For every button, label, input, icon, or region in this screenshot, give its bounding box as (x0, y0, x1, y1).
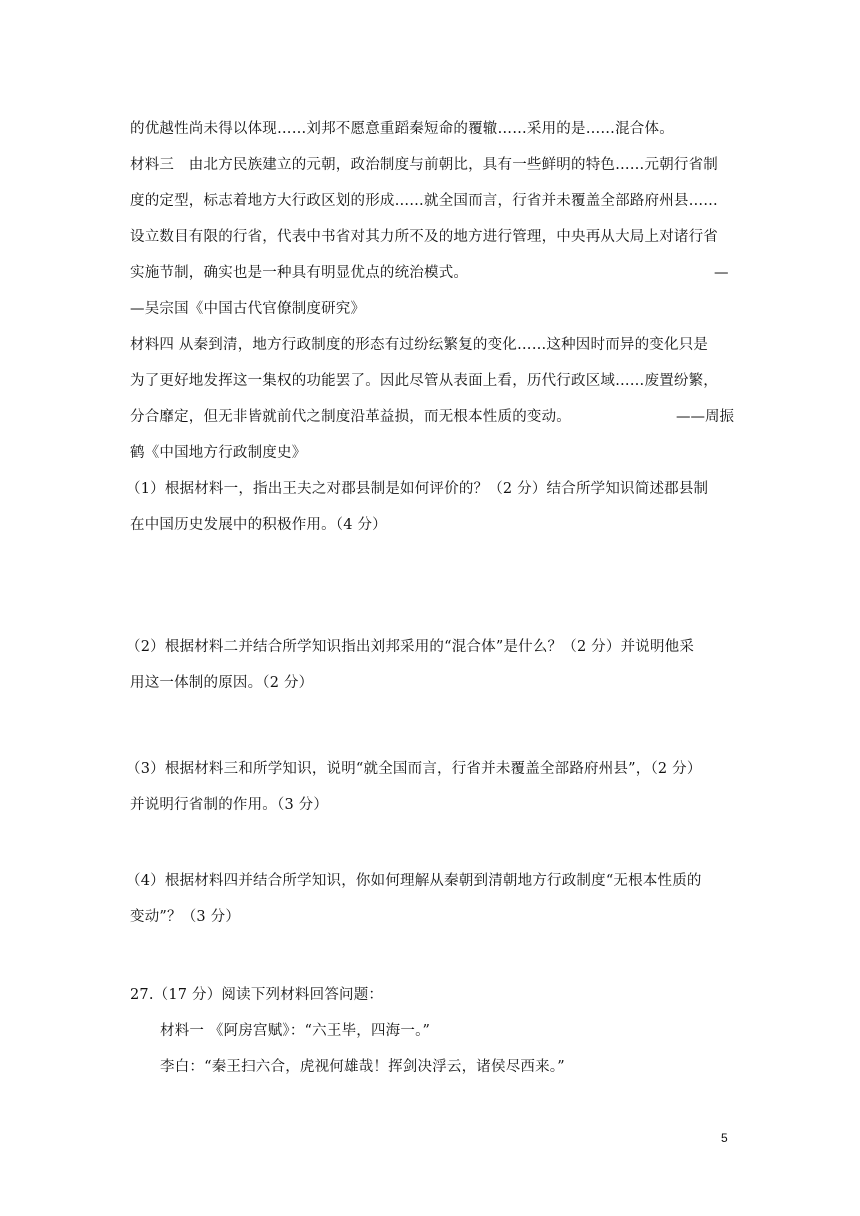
text-line: 为了更好地发挥这一集权的功能罢了。因此尽管从表面上看，历代行政区域……废置纷繁， (130, 373, 718, 389)
material-line: 李白：“秦王扫六合，虎视何雄哉！挥剑决浮云，诸侯尽西来。” (160, 1059, 565, 1075)
question-2-cont: 用这一体制的原因。（2 分） (130, 675, 314, 691)
text-line: 分合靡定，但无非皆就前代之制度沿革益损，而无根本性质的变动。 (130, 409, 571, 425)
text-line: 度的定型，标志着地方大行政区划的形成……就全国而言，行省并未覆盖全部路府州县…… (130, 193, 718, 209)
question-2: （2）根据材料二并结合所学知识指出刘邦采用的“混合体”是什么？（2 分）并说明他采 (126, 639, 695, 655)
source-dash: — (714, 265, 729, 281)
page-number: 5 (721, 1131, 728, 1145)
text-line: 的优越性尚未得以体现……刘邦不愿意重蹈秦短命的覆辙……采用的是……混合体。 (130, 121, 674, 137)
question-4: （4）根据材料四并结合所学知识，你如何理解从秦朝到清朝地方行政制度“无根本性质的 (126, 873, 702, 889)
source-author: ——周振 (676, 409, 734, 425)
source-citation: 鹤《中国地方行政制度史》 (130, 445, 307, 461)
question-1: （1）根据材料一，指出王夫之对郡县制是如何评价的？（2 分）结合所学知识简述郡县制 (126, 481, 709, 497)
text-line: 实施节制，确实也是一种具有明显优点的统治模式。 (130, 265, 469, 281)
question-4-cont: 变动”？（3 分） (130, 909, 241, 925)
question-1-cont: 在中国历史发展中的积极作用。（4 分） (130, 517, 387, 533)
question-3: （3）根据材料三和所学知识，说明“就全国而言，行省并未覆盖全部路府州县”，（2 分） (126, 761, 702, 777)
source-citation: —吴宗国《中国古代官僚制度研究》 (130, 301, 366, 317)
text-line: 材料三 由北方民族建立的元朝，政治制度与前朝比，具有一些鲜明的特色……元朝行省制 (130, 157, 718, 173)
text-line: 设立数目有限的行省，代表中书省对其力所不及的地方进行管理，中央再从大局上对诸行省 (130, 229, 718, 245)
question-3-cont: 并说明行省制的作用。（3 分） (130, 797, 329, 813)
question-27-heading: 27.（17 分）阅读下列材料回答问题： (130, 987, 384, 1003)
text-line: 材料四 从秦到清，地方行政制度的形态有过纷纭繁复的变化……这种因时而异的变化只是 (130, 337, 709, 353)
material-line: 材料一 《阿房宫赋》：“六王毕，四海一。” (160, 1023, 431, 1039)
